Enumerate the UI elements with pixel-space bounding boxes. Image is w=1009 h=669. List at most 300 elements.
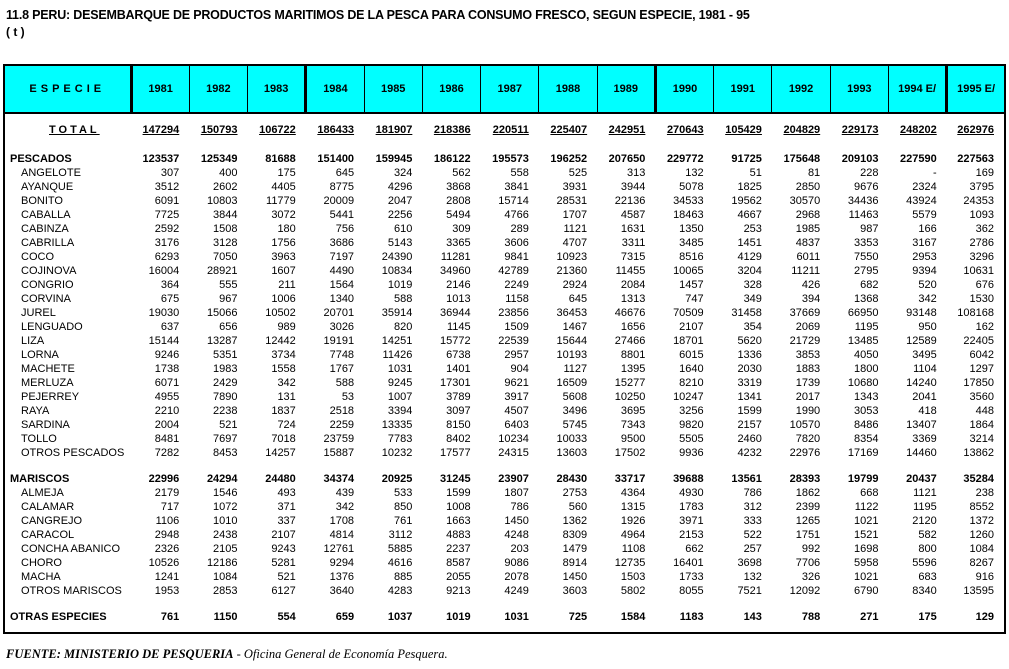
value-cell: 4248 [504, 529, 529, 541]
value-cell: 725 [568, 611, 588, 623]
species-cell: CANGREJO [21, 515, 83, 527]
value-cell: 10247 [673, 391, 704, 403]
value-cell: 8453 [213, 447, 238, 459]
year-header-1983: 1983 [248, 65, 306, 113]
value-cell: 228 [860, 167, 879, 179]
value-cell: 10803 [206, 195, 238, 207]
row-ayanque [4, 180, 1005, 194]
value-cell: 2968 [795, 209, 821, 221]
value-cell: 2399 [795, 501, 821, 513]
value-cell: 11779 [266, 195, 296, 207]
value-cell: 682 [860, 279, 879, 291]
value-cell: 10250 [614, 391, 646, 403]
value-cell: 28393 [789, 473, 821, 485]
value-cell: 19191 [323, 335, 355, 347]
value-cell: 9243 [271, 543, 296, 555]
value-cell: 1451 [737, 237, 762, 249]
value-cell: 37669 [789, 307, 821, 319]
row-otros-pescados [4, 446, 1005, 460]
value-cell: 1584 [620, 611, 646, 623]
row-otros-mariscos [4, 584, 1005, 598]
value-cell: 14251 [381, 335, 413, 347]
value-cell: 555 [219, 279, 238, 291]
value-cell: 9936 [679, 447, 704, 459]
value-cell: 3394 [387, 405, 413, 417]
value-cell: 1340 [329, 293, 355, 305]
value-cell: 9245 [387, 377, 413, 389]
value-cell: 2055 [446, 571, 471, 583]
value-cell: 1837 [271, 405, 296, 417]
value-cell: 7197 [329, 251, 355, 263]
value-cell: 717 [160, 501, 180, 513]
value-cell: 2953 [912, 251, 937, 263]
value-cell: 7820 [795, 433, 821, 445]
value-cell: 4364 [620, 487, 646, 499]
year-header-1988: 1988 [539, 65, 597, 113]
value-cell: 2924 [562, 279, 588, 291]
value-cell: 22976 [789, 447, 821, 459]
value-cell: 10526 [148, 557, 180, 569]
value-cell: 349 [743, 293, 762, 305]
value-cell: 1093 [969, 209, 994, 221]
value-cell: 17850 [963, 377, 994, 389]
value-cell: 10193 [556, 349, 588, 361]
value-cell: 1241 [154, 571, 180, 583]
value-cell: 8309 [562, 529, 588, 541]
value-cell: 3256 [679, 405, 704, 417]
value-cell: 1800 [853, 363, 879, 375]
value-cell: 2105 [213, 543, 238, 555]
species-cell: CARACOL [21, 529, 75, 541]
value-cell: 16004 [148, 265, 180, 277]
year-header-1993: 1993 [830, 65, 888, 113]
value-cell: 289 [510, 223, 529, 235]
value-cell: 2786 [969, 237, 994, 249]
value-cell: 6091 [154, 195, 180, 207]
value-cell: 10065 [673, 265, 704, 277]
value-cell: 36944 [440, 307, 471, 319]
value-cell: 3496 [562, 405, 588, 417]
value-cell: 1121 [913, 487, 937, 499]
value-cell: 2256 [387, 209, 413, 221]
species-cell: CORVINA [21, 293, 71, 305]
value-cell: 3868 [446, 181, 471, 193]
row-macha [4, 570, 1005, 584]
value-cell: 10033 [556, 433, 588, 445]
value-cell: 34436 [847, 195, 879, 207]
value-cell: 186122 [433, 153, 471, 165]
row-tollo [4, 432, 1005, 446]
value-cell: 7748 [329, 349, 355, 361]
value-cell: 4405 [271, 181, 296, 193]
value-cell: 13335 [381, 419, 413, 431]
value-cell: 162 [975, 321, 994, 333]
species-cell: CALAMAR [21, 501, 75, 513]
value-cell: 4814 [329, 529, 355, 541]
value-cell: 1372 [969, 515, 994, 527]
value-cell: 8587 [446, 557, 471, 569]
value-cell: 761 [393, 515, 413, 527]
value-cell: 1953 [154, 585, 180, 597]
value-cell: 8914 [562, 557, 588, 569]
table-header [4, 65, 1005, 113]
value-cell: 13561 [731, 473, 762, 485]
value-cell: 11426 [382, 349, 413, 361]
row-pejerrey [4, 390, 1005, 404]
species-cell: MARISCOS [10, 473, 70, 485]
value-cell: 1767 [329, 363, 355, 375]
value-cell: 418 [918, 405, 937, 417]
value-cell: 8354 [853, 433, 879, 445]
value-cell: 24294 [206, 473, 238, 485]
value-cell: 2210 [154, 405, 180, 417]
value-cell: 3072 [271, 209, 296, 221]
value-cell: 5441 [329, 209, 355, 221]
spacer-row [4, 140, 1005, 152]
table-body [4, 113, 1005, 633]
value-cell: 2120 [912, 515, 937, 527]
value-cell: 521 [277, 571, 296, 583]
value-cell: 533 [393, 487, 413, 499]
value-cell: 676 [975, 279, 994, 291]
value-cell: 1084 [213, 571, 238, 583]
value-cell: 2602 [213, 181, 238, 193]
value-cell: 2030 [737, 363, 762, 375]
species-cell: CHORO [21, 557, 62, 569]
value-cell: 1106 [155, 515, 180, 527]
value-cell: 34533 [673, 195, 704, 207]
value-cell: 23907 [498, 473, 529, 485]
value-cell: 12442 [265, 335, 296, 347]
value-cell: 1183 [679, 611, 704, 623]
value-cell: 3603 [562, 585, 588, 597]
value-cell: 7282 [154, 447, 180, 459]
row-sardina [4, 418, 1005, 432]
value-cell: 307 [160, 167, 180, 179]
species-cell: TOTAL [49, 124, 100, 136]
fisheries-table [3, 64, 1006, 634]
value-cell: 1195 [854, 321, 879, 333]
species-cell: TOLLO [21, 433, 57, 445]
value-cell: 4667 [737, 209, 762, 221]
value-cell: 20437 [906, 473, 937, 485]
value-cell: 15277 [614, 377, 646, 389]
value-cell: 8210 [679, 377, 704, 389]
value-cell: 7550 [853, 251, 879, 263]
value-cell: 1521 [853, 529, 879, 541]
value-cell: 8340 [912, 585, 937, 597]
value-cell: 439 [335, 487, 355, 499]
row-total [4, 113, 1005, 140]
value-cell: 1864 [969, 419, 994, 431]
value-cell: 17502 [614, 447, 646, 459]
value-cell: 9394 [912, 265, 937, 277]
value-cell: 4050 [853, 349, 879, 361]
value-cell: 5802 [620, 585, 646, 597]
value-cell: 2047 [387, 195, 413, 207]
value-cell: 5620 [737, 335, 762, 347]
value-cell: 1031 [504, 611, 529, 623]
value-cell: 7343 [620, 419, 646, 431]
row-calamar [4, 500, 1005, 514]
value-cell: 1350 [679, 223, 704, 235]
value-cell: 2004 [154, 419, 180, 431]
value-cell: 1368 [853, 293, 879, 305]
value-cell: 2460 [737, 433, 762, 445]
year-header-1981: 1981 [131, 65, 189, 113]
value-cell: 761 [160, 611, 180, 623]
value-cell: 3512 [154, 181, 180, 193]
species-cell: COJINOVA [21, 265, 77, 277]
value-cell: 2592 [154, 223, 180, 235]
value-cell: 42789 [498, 265, 529, 277]
value-cell: 4616 [387, 557, 413, 569]
value-cell: 3971 [679, 515, 704, 527]
value-cell: 14257 [265, 447, 296, 459]
value-cell: 3560 [969, 391, 994, 403]
value-cell: 1031 [387, 363, 413, 375]
value-cell: 8486 [853, 419, 879, 431]
value-cell: 13603 [556, 447, 588, 459]
value-cell: 2237 [446, 543, 471, 555]
value-cell: 227590 [900, 153, 937, 165]
fisheries-table-wrap [3, 64, 1006, 634]
year-header-1994-e/: 1994 E/ [888, 65, 946, 113]
species-cell: BONITO [21, 195, 63, 207]
value-cell: 6011 [796, 251, 821, 263]
value-cell: 13287 [206, 335, 238, 347]
value-cell: 2041 [912, 391, 937, 403]
value-cell: 175 [277, 167, 296, 179]
value-cell: 4249 [504, 585, 529, 597]
species-cell: MERLUZA [21, 377, 74, 389]
value-cell: 6127 [271, 585, 296, 597]
value-cell: 66950 [847, 307, 879, 319]
value-cell: 3686 [329, 237, 355, 249]
value-cell: 400 [219, 167, 238, 179]
value-cell: 2084 [620, 279, 646, 291]
value-cell: 3841 [504, 181, 529, 193]
value-cell: 1150 [213, 611, 238, 623]
value-cell: 1564 [329, 279, 355, 291]
value-cell: 1783 [679, 501, 704, 513]
value-cell: 1640 [679, 363, 704, 375]
value-cell: 31458 [731, 307, 762, 319]
value-cell: 229772 [666, 153, 704, 165]
year-header-1987: 1987 [481, 65, 539, 113]
value-cell: 2795 [853, 265, 879, 277]
value-cell: 3311 [621, 237, 646, 249]
source-note [6, 647, 448, 662]
value-cell: 2069 [795, 321, 821, 333]
value-cell: 18701 [673, 335, 704, 347]
value-cell: 786 [510, 501, 529, 513]
value-cell: 4587 [620, 209, 646, 221]
value-cell: 31245 [440, 473, 471, 485]
value-cell: 1707 [562, 209, 588, 221]
row-caracol [4, 528, 1005, 542]
value-cell: 1084 [969, 543, 994, 555]
value-cell: 493 [277, 487, 296, 499]
value-cell: 324 [393, 167, 413, 179]
value-cell: 4707 [562, 237, 588, 249]
value-cell: 24480 [265, 473, 296, 485]
value-cell: 3795 [969, 181, 994, 193]
value-cell: 9621 [504, 377, 529, 389]
value-cell: 15144 [148, 335, 180, 347]
value-cell: 4930 [679, 487, 704, 499]
value-cell: 51 [749, 167, 762, 179]
value-cell: 13407 [906, 419, 937, 431]
year-header-1990: 1990 [655, 65, 713, 113]
value-cell: 916 [975, 571, 994, 583]
value-cell: 181907 [375, 124, 413, 136]
value-cell: 108168 [957, 307, 994, 319]
value-cell: 257 [743, 543, 762, 555]
value-cell: 2238 [213, 405, 238, 417]
row-lenguado [4, 320, 1005, 334]
value-cell: 3695 [620, 405, 646, 417]
value-cell: 1037 [387, 611, 413, 623]
value-cell: 209103 [841, 153, 879, 165]
value-cell: 6042 [969, 349, 994, 361]
value-cell: 1122 [854, 501, 879, 513]
year-header-1984: 1984 [306, 65, 364, 113]
value-cell: 9213 [446, 585, 471, 597]
value-cell: 2853 [213, 585, 238, 597]
value-cell: 1343 [853, 391, 879, 403]
value-cell: 2157 [737, 419, 762, 431]
value-cell: 225407 [550, 124, 588, 136]
value-cell: 8552 [969, 501, 994, 513]
value-cell: 20701 [323, 307, 355, 319]
value-cell: 5608 [562, 391, 588, 403]
value-cell: 34960 [440, 265, 471, 277]
value-cell: 10834 [381, 265, 413, 277]
value-cell: 2249 [504, 279, 529, 291]
value-cell: 520 [918, 279, 937, 291]
value-cell: 582 [918, 529, 937, 541]
value-cell: 326 [801, 571, 821, 583]
value-cell: 196252 [550, 153, 588, 165]
value-cell: 1825 [737, 181, 762, 193]
value-cell: 6738 [446, 349, 471, 361]
species-cell: CONCHA ABANICO [21, 543, 121, 555]
value-cell: 1457 [679, 279, 704, 291]
value-cell: 195573 [492, 153, 529, 165]
species-cell: CONGRIO [21, 279, 74, 291]
value-cell: 81688 [265, 153, 296, 165]
spacer-cell [4, 140, 1005, 152]
value-cell: 354 [743, 321, 762, 333]
value-cell: 3944 [620, 181, 646, 193]
value-cell: 309 [452, 223, 471, 235]
value-cell: 175648 [783, 153, 821, 165]
value-cell: 662 [685, 543, 704, 555]
value-cell: 242951 [608, 124, 646, 136]
value-cell: 554 [277, 611, 296, 623]
value-cell: 238 [975, 487, 994, 499]
value-cell: 6071 [154, 377, 180, 389]
value-cell: 2326 [154, 543, 180, 555]
value-cell: 3853 [795, 349, 821, 361]
value-cell: 7706 [795, 557, 821, 569]
value-cell: 328 [743, 279, 762, 291]
value-cell: 253 [743, 223, 762, 235]
value-cell: 525 [568, 167, 588, 179]
value-cell: 885 [393, 571, 413, 583]
value-cell: 6790 [853, 585, 879, 597]
spacer-row [4, 598, 1005, 610]
value-cell: 129 [975, 611, 994, 623]
value-cell: 271 [860, 611, 879, 623]
value-cell: 1376 [329, 571, 355, 583]
value-cell: 207650 [608, 153, 646, 165]
row-cangrejo [4, 514, 1005, 528]
value-cell: 20925 [381, 473, 413, 485]
value-cell: 3369 [912, 433, 937, 445]
value-cell: 5351 [213, 349, 238, 361]
value-cell: 342 [918, 293, 937, 305]
value-cell: 724 [277, 419, 296, 431]
value-cell: 337 [277, 515, 296, 527]
header-row [4, 65, 1005, 113]
value-cell: 1010 [213, 515, 238, 527]
value-cell: 4232 [737, 447, 762, 459]
value-cell: 1508 [213, 223, 238, 235]
unit-label: ( t ) [6, 25, 25, 39]
species-cell: RAYA [21, 405, 50, 417]
value-cell: 1008 [446, 501, 471, 513]
value-cell: 5143 [387, 237, 413, 249]
value-cell: 1807 [504, 487, 529, 499]
value-cell: 1158 [505, 293, 529, 305]
species-cell: ANGELOTE [21, 167, 81, 179]
value-cell: 4837 [795, 237, 821, 249]
value-cell: 1698 [853, 543, 879, 555]
value-cell: 7315 [620, 251, 646, 263]
value-cell: 3495 [912, 349, 937, 361]
value-cell: 159945 [375, 153, 413, 165]
year-header-1985: 1985 [364, 65, 422, 113]
value-cell: 989 [277, 321, 296, 333]
value-cell: 19799 [847, 473, 879, 485]
value-cell: 175 [918, 611, 937, 623]
value-cell: 1733 [679, 571, 704, 583]
value-cell: 6403 [504, 419, 529, 431]
value-cell: 1599 [737, 405, 762, 417]
row-bonito [4, 194, 1005, 208]
value-cell: 3053 [853, 405, 879, 417]
value-cell: 342 [277, 377, 296, 389]
value-cell: 3112 [388, 529, 413, 541]
value-cell: 150793 [200, 124, 238, 136]
species-cell: OTROS PESCADOS [21, 447, 125, 459]
value-cell: 1021 [853, 571, 879, 583]
value-cell: 1983 [213, 363, 238, 375]
value-cell: 560 [568, 501, 588, 513]
value-cell: 1265 [795, 515, 821, 527]
species-cell: CABALLA [21, 209, 71, 221]
value-cell: 24390 [381, 251, 413, 263]
value-cell: - [933, 167, 937, 179]
value-cell: 1558 [271, 363, 296, 375]
value-cell: 820 [393, 321, 413, 333]
row-cabinza [4, 222, 1005, 236]
value-cell: 5958 [853, 557, 879, 569]
row-jurel [4, 306, 1005, 320]
row-caballa [4, 208, 1005, 222]
